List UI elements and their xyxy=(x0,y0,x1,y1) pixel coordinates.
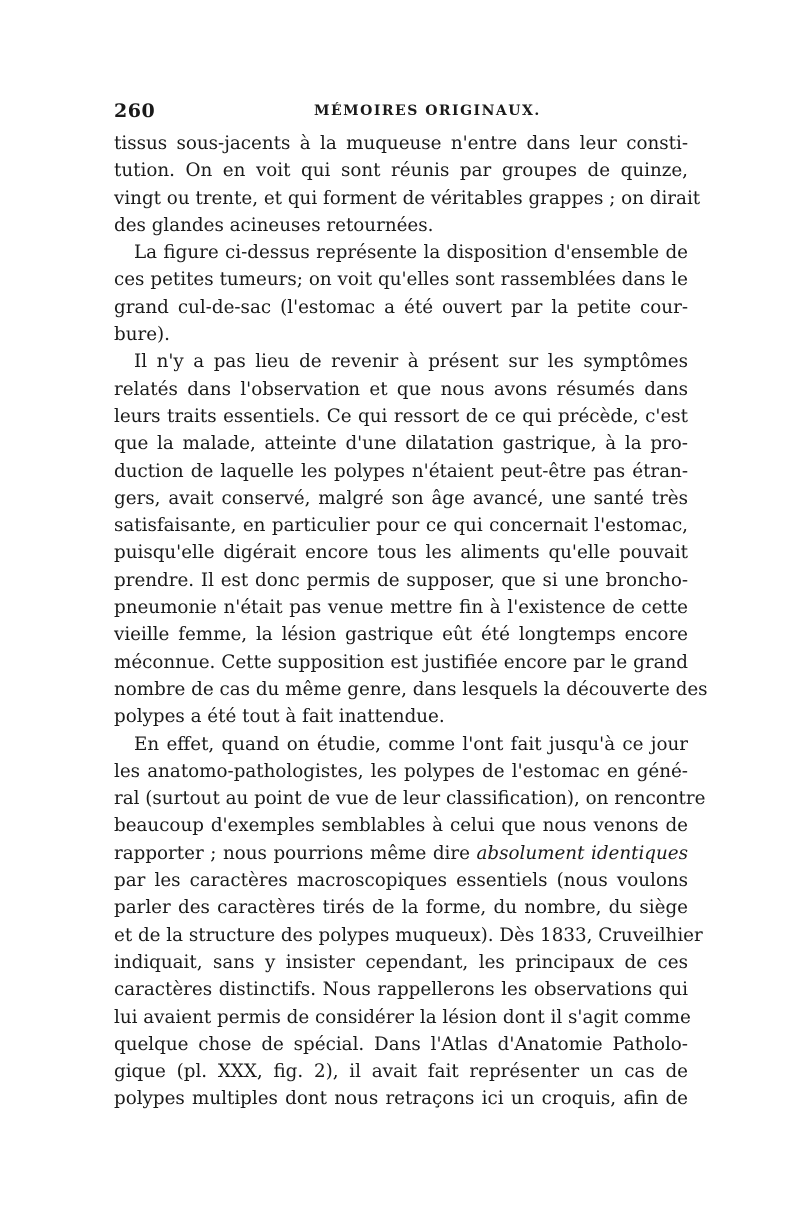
text-line: les anatomo-pathologistes, les polypes de l'estomac en géné- xyxy=(114,760,688,782)
text-line: indiquait, sans y insister cependant, les principaux de ces xyxy=(114,951,688,973)
page-number: 260 xyxy=(114,100,156,122)
text-line: polypes multiples dont nous retraçons ici un croquis, afin de xyxy=(114,1088,688,1110)
text-line: leurs traits essentiels. Ce qui ressort de ce qui précède, c'est xyxy=(114,405,688,427)
text-line: par les caractères macroscopiques essentiels (nous voulons xyxy=(114,870,688,892)
text-line: gers, avait conservé, malgré son âge avancé, une santé très xyxy=(114,487,688,509)
italic-phrase: absolument identiques xyxy=(476,842,688,864)
body-text xyxy=(114,130,708,1113)
text-line: que la malade, atteinte d'une dilatation gastrique, à la pro- xyxy=(114,433,688,455)
text-line: La figure ci-dessus représente la disposition d'ensemble de xyxy=(134,242,688,264)
text-line: pneumonie n'était pas venue mettre fin à l'existence de cette xyxy=(114,597,688,619)
text-line xyxy=(114,840,688,867)
text-line: ces petites tumeurs; on voit qu'elles sont rassemblées dans le xyxy=(114,269,688,291)
text-line: lui avaient permis de considérer la lésion dont il s'agit comme xyxy=(114,1006,691,1028)
text-line: vieille femme, la lésion gastrique eût été longtemps encore xyxy=(114,624,688,646)
text-line: En effet, quand on étudie, comme l'ont fait jusqu'à ce jour xyxy=(134,733,688,755)
text-line: puisqu'elle digérait encore tous les aliments qu'elle pouvait xyxy=(114,542,688,564)
text-line: grand cul-de-sac (l'estomac a été ouvert par la petite cour- xyxy=(114,296,688,318)
text-line: bure). xyxy=(114,324,170,346)
text-line: quelque chose de spécial. Dans l'Atlas d'Anatomie Patholo- xyxy=(114,1033,688,1055)
text-line: gique (pl. XXX, fig. 2), il avait fait représenter un cas de xyxy=(114,1061,688,1083)
text-line: prendre. Il est donc permis de supposer, que si une broncho- xyxy=(114,569,688,591)
text-line: méconnue. Cette supposition est justifiée encore par le grand xyxy=(114,651,688,673)
text-line: Il n'y a pas lieu de revenir à présent sur les symptômes xyxy=(134,351,688,373)
page-header xyxy=(114,100,688,126)
text-line: des glandes acineuses retournées. xyxy=(114,214,434,236)
text-line: satisfaisante, en particulier pour ce qui concernait l'estomac, xyxy=(114,515,688,537)
text-line: caractères distinctifs. Nous rappellerons les observations qui xyxy=(114,979,688,1001)
text-line: nombre de cas du même genre, dans lesquels la découverte des xyxy=(114,678,708,700)
text-line: ral (surtout au point de vue de leur classification), on rencontre xyxy=(114,788,706,810)
text-line: polypes a été tout à fait inattendue. xyxy=(114,706,445,728)
text-line: parler des caractères tirés de la forme, du nombre, du siège xyxy=(114,897,688,919)
text-line: relatés dans l'observation et que nous avons résumés dans xyxy=(114,378,688,400)
text-line: tissus sous-jacents à la muqueuse n'entre dans leur consti- xyxy=(114,133,688,154)
text-line: duction de laquelle les polypes n'étaient peut-être pas étran- xyxy=(114,460,688,482)
text-line: beaucoup d'exemples semblables à celui que nous venons de xyxy=(114,815,688,837)
text-line: vingt ou trente, et qui forment de véritables grappes ; on dirait xyxy=(114,187,701,209)
running-title: MÉMOIRES ORIGINAUX. xyxy=(314,103,541,119)
text-line: et de la structure des polypes muqueux). Dès 1833, Cruveilhier xyxy=(114,924,703,946)
text-run: rapporter ; nous pourrions même dire xyxy=(114,842,477,864)
text-line: tution. On en voit qui sont réunis par groupes de quinze, xyxy=(114,160,688,182)
